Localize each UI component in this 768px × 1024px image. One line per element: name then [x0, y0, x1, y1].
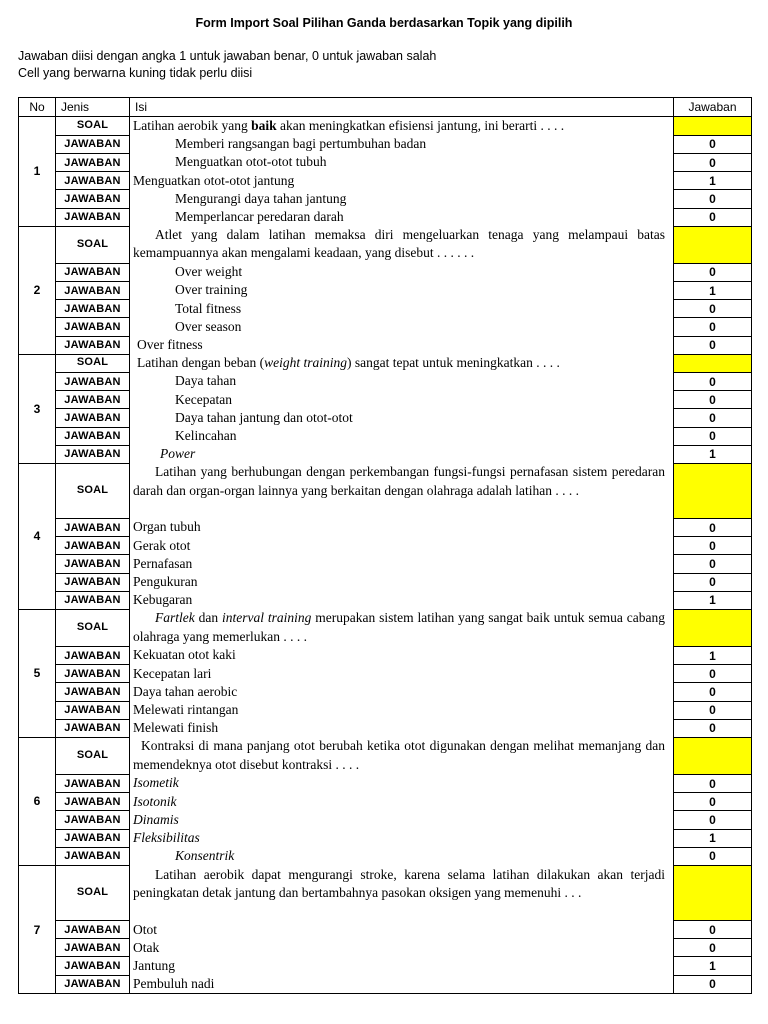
option-text: Kelincahan — [130, 427, 674, 445]
option-text: Gerak otot — [130, 537, 674, 555]
type-cell-jawaban: JAWABAN — [56, 774, 130, 792]
type-cell-jawaban: JAWABAN — [56, 811, 130, 829]
answer-value[interactable]: 0 — [674, 811, 752, 829]
answer-value[interactable]: 0 — [674, 518, 752, 536]
option-text: Over training — [130, 281, 674, 299]
type-cell-jawaban: JAWABAN — [56, 300, 130, 318]
option-text: Melewati rintangan — [130, 701, 674, 719]
answer-value[interactable]: 0 — [674, 555, 752, 573]
type-cell-jawaban: JAWABAN — [56, 336, 130, 354]
answer-row — [19, 793, 752, 811]
answer-value[interactable]: 0 — [674, 701, 752, 719]
answer-value[interactable]: 0 — [674, 847, 752, 865]
option-text: Daya tahan — [130, 372, 674, 390]
option-text: Kecepatan — [130, 391, 674, 409]
type-cell-jawaban: JAWABAN — [56, 975, 130, 994]
type-cell-jawaban: JAWABAN — [56, 135, 130, 153]
answer-value[interactable]: 0 — [674, 318, 752, 336]
type-cell-jawaban: JAWABAN — [56, 263, 130, 281]
answer-row — [19, 190, 752, 208]
answer-row — [19, 427, 752, 445]
answer-cell-disabled — [674, 737, 752, 774]
type-cell-jawaban: JAWABAN — [56, 391, 130, 409]
answer-value[interactable]: 1 — [674, 829, 752, 847]
option-text: Total fitness — [130, 300, 674, 318]
question-number: 3 — [19, 354, 56, 463]
question-table — [18, 97, 752, 994]
answer-value[interactable]: 0 — [674, 135, 752, 153]
option-text: Isometik — [130, 774, 674, 792]
type-cell-jawaban: JAWABAN — [56, 701, 130, 719]
answer-value[interactable]: 0 — [674, 372, 752, 390]
answer-row — [19, 555, 752, 573]
answer-cell-disabled — [674, 866, 752, 921]
answer-row — [19, 445, 752, 463]
answer-value[interactable]: 0 — [674, 300, 752, 318]
answer-value[interactable]: 0 — [674, 427, 752, 445]
type-cell-jawaban: JAWABAN — [56, 847, 130, 865]
option-text: Daya tahan aerobic — [130, 683, 674, 701]
question-number: 4 — [19, 463, 56, 609]
answer-row — [19, 719, 752, 737]
answer-row — [19, 665, 752, 683]
answer-value[interactable]: 0 — [674, 793, 752, 811]
type-cell-jawaban: JAWABAN — [56, 591, 130, 609]
type-cell-jawaban: JAWABAN — [56, 665, 130, 683]
question-row — [19, 226, 752, 263]
type-cell-jawaban: JAWABAN — [56, 793, 130, 811]
type-cell-soal: SOAL — [56, 463, 130, 518]
option-text: Fleksibilitas — [130, 829, 674, 847]
answer-value[interactable]: 0 — [674, 774, 752, 792]
answer-row — [19, 391, 752, 409]
option-text: Konsentrik — [130, 847, 674, 865]
answer-value[interactable]: 0 — [674, 409, 752, 427]
answer-value[interactable]: 0 — [674, 665, 752, 683]
answer-cell-disabled — [674, 463, 752, 518]
question-text: Kontraksi di mana panjang otot berubah ketika otot digunakan dengan melihat memanjang dan memendeknya otot disebut kontraksi . . . . — [130, 737, 674, 774]
answer-row — [19, 153, 752, 171]
answer-row — [19, 281, 752, 299]
answer-row — [19, 300, 752, 318]
answer-value[interactable]: 0 — [674, 153, 752, 171]
question-text: Latihan dengan beban (weight training) sangat tepat untuk meningkatkan . . . . — [130, 354, 674, 372]
question-row — [19, 866, 752, 921]
question-text: Atlet yang dalam latihan memaksa diri mengeluarkan tenaga yang melampaui batas kemampuannya akan mengalami keadaan, yang disebut . . . . . . — [130, 226, 674, 263]
answer-row — [19, 518, 752, 536]
answer-row — [19, 847, 752, 865]
option-text: Dinamis — [130, 811, 674, 829]
answer-value[interactable]: 0 — [674, 190, 752, 208]
option-text: Menguatkan otot-otot jantung — [130, 172, 674, 190]
question-number: 7 — [19, 866, 56, 994]
answer-value[interactable]: 0 — [674, 939, 752, 957]
answer-row — [19, 172, 752, 190]
question-row — [19, 354, 752, 372]
answer-row — [19, 701, 752, 719]
type-cell-jawaban: JAWABAN — [56, 921, 130, 939]
header-row — [19, 98, 752, 117]
answer-value[interactable]: 1 — [674, 281, 752, 299]
question-row — [19, 737, 752, 774]
answer-row — [19, 409, 752, 427]
type-cell-jawaban: JAWABAN — [56, 518, 130, 536]
answer-value[interactable]: 1 — [674, 591, 752, 609]
answer-row — [19, 939, 752, 957]
answer-value[interactable]: 0 — [674, 208, 752, 226]
answer-row — [19, 537, 752, 555]
question-number: 1 — [19, 117, 56, 227]
answer-row — [19, 683, 752, 701]
option-text: Over weight — [130, 263, 674, 281]
option-text: Jantung — [130, 957, 674, 975]
option-text: Memperlancar peredaran darah — [130, 208, 674, 226]
question-text: Latihan yang berhubungan dengan perkembangan fungsi-fungsi pernafasan sistem peredaran darah dan organ-organ lainnya yang berkaitan dengan olahraga adalah latihan . . . . — [130, 463, 674, 518]
question-number: 6 — [19, 737, 56, 865]
question-number: 5 — [19, 609, 56, 737]
question-row — [19, 463, 752, 518]
type-cell-jawaban: JAWABAN — [56, 153, 130, 171]
answer-row — [19, 811, 752, 829]
question-number: 2 — [19, 226, 56, 354]
header-jenis: Jenis — [56, 98, 130, 117]
option-text: Memberi rangsangan bagi pertumbuhan badan — [130, 135, 674, 153]
answer-row — [19, 774, 752, 792]
type-cell-jawaban: JAWABAN — [56, 939, 130, 957]
type-cell-jawaban: JAWABAN — [56, 427, 130, 445]
option-text: Isotonik — [130, 793, 674, 811]
type-cell-jawaban: JAWABAN — [56, 683, 130, 701]
answer-row — [19, 573, 752, 591]
option-text: Kebugaran — [130, 591, 674, 609]
type-cell-jawaban: JAWABAN — [56, 445, 130, 463]
answer-row — [19, 975, 752, 994]
answer-row — [19, 336, 752, 354]
type-cell-jawaban: JAWABAN — [56, 829, 130, 847]
answer-row — [19, 372, 752, 390]
answer-row — [19, 646, 752, 664]
option-text: Otot — [130, 921, 674, 939]
header-no: No — [19, 98, 56, 117]
question-text: Fartlek dan interval training merupakan sistem latihan yang sangat baik untuk semua cabang olahraga yang memerlukan . . . . — [130, 609, 674, 646]
option-text: Daya tahan jantung dan otot-otot — [130, 409, 674, 427]
header-isi: Isi — [130, 98, 674, 117]
type-cell-jawaban: JAWABAN — [56, 555, 130, 573]
answer-row — [19, 591, 752, 609]
type-cell-jawaban: JAWABAN — [56, 172, 130, 190]
type-cell-jawaban: JAWABAN — [56, 573, 130, 591]
option-text: Pernafasan — [130, 555, 674, 573]
instruction-line-2: Cell yang berwarna kuning tidak perlu diisi — [18, 66, 253, 80]
instruction-line-1: Jawaban diisi dengan angka 1 untuk jawaban benar, 0 untuk jawaban salah — [18, 49, 437, 63]
option-text: Otak — [130, 939, 674, 957]
type-cell-jawaban: JAWABAN — [56, 537, 130, 555]
answer-value[interactable]: 0 — [674, 719, 752, 737]
type-cell-jawaban: JAWABAN — [56, 957, 130, 975]
type-cell-jawaban: JAWABAN — [56, 646, 130, 664]
question-text: Latihan aerobik dapat mengurangi stroke, karena selama latihan dilakukan akan terjadi peningkatan detak jantung dan bertambahnya pasokan oksigen yang memenuhi . . . — [130, 866, 674, 921]
type-cell-jawaban: JAWABAN — [56, 318, 130, 336]
answer-row — [19, 263, 752, 281]
answer-value[interactable]: 1 — [674, 172, 752, 190]
type-cell-jawaban: JAWABAN — [56, 190, 130, 208]
option-text: Menguatkan otot-otot tubuh — [130, 153, 674, 171]
answer-value[interactable]: 0 — [674, 683, 752, 701]
option-text: Pembuluh nadi — [130, 975, 674, 994]
type-cell-soal: SOAL — [56, 866, 130, 921]
question-text: Latihan aerobik yang baik akan meningkatkan efisiensi jantung, ini berarti . . . . — [130, 117, 674, 136]
answer-value[interactable]: 0 — [674, 263, 752, 281]
answer-value[interactable]: 0 — [674, 921, 752, 939]
question-row — [19, 609, 752, 646]
option-text: Kecepatan lari — [130, 665, 674, 683]
type-cell-jawaban: JAWABAN — [56, 281, 130, 299]
answer-value[interactable]: 0 — [674, 391, 752, 409]
answer-row — [19, 318, 752, 336]
answer-row — [19, 829, 752, 847]
answer-value[interactable]: 0 — [674, 336, 752, 354]
type-cell-soal: SOAL — [56, 226, 130, 263]
answer-row — [19, 208, 752, 226]
option-text: Pengukuran — [130, 573, 674, 591]
option-text: Mengurangi daya tahan jantung — [130, 190, 674, 208]
answer-cell-disabled — [674, 609, 752, 646]
option-text: Power — [130, 445, 674, 463]
type-cell-jawaban: JAWABAN — [56, 208, 130, 226]
type-cell-jawaban: JAWABAN — [56, 372, 130, 390]
answer-value[interactable]: 1 — [674, 957, 752, 975]
answer-row — [19, 957, 752, 975]
answer-cell-disabled — [674, 226, 752, 263]
type-cell-soal: SOAL — [56, 737, 130, 774]
answer-value[interactable]: 0 — [674, 975, 752, 994]
option-text: Kekuatan otot kaki — [130, 646, 674, 664]
type-cell-soal: SOAL — [56, 609, 130, 646]
answer-cell-disabled — [674, 117, 752, 136]
header-jawaban: Jawaban — [674, 98, 752, 117]
option-text: Over fitness — [130, 336, 674, 354]
type-cell-soal: SOAL — [56, 354, 130, 372]
answer-value[interactable]: 1 — [674, 445, 752, 463]
type-cell-jawaban: JAWABAN — [56, 719, 130, 737]
answer-cell-disabled — [674, 354, 752, 372]
answer-row — [19, 135, 752, 153]
option-text: Organ tubuh — [130, 518, 674, 536]
form-title: Form Import Soal Pilihan Ganda berdasarkan Topik yang dipilih — [195, 16, 573, 30]
answer-value[interactable]: 0 — [674, 573, 752, 591]
answer-row — [19, 921, 752, 939]
type-cell-jawaban: JAWABAN — [56, 409, 130, 427]
type-cell-soal: SOAL — [56, 117, 130, 136]
option-text: Melewati finish — [130, 719, 674, 737]
question-row — [19, 117, 752, 136]
answer-value[interactable]: 1 — [674, 646, 752, 664]
answer-value[interactable]: 0 — [674, 537, 752, 555]
option-text: Over season — [130, 318, 674, 336]
